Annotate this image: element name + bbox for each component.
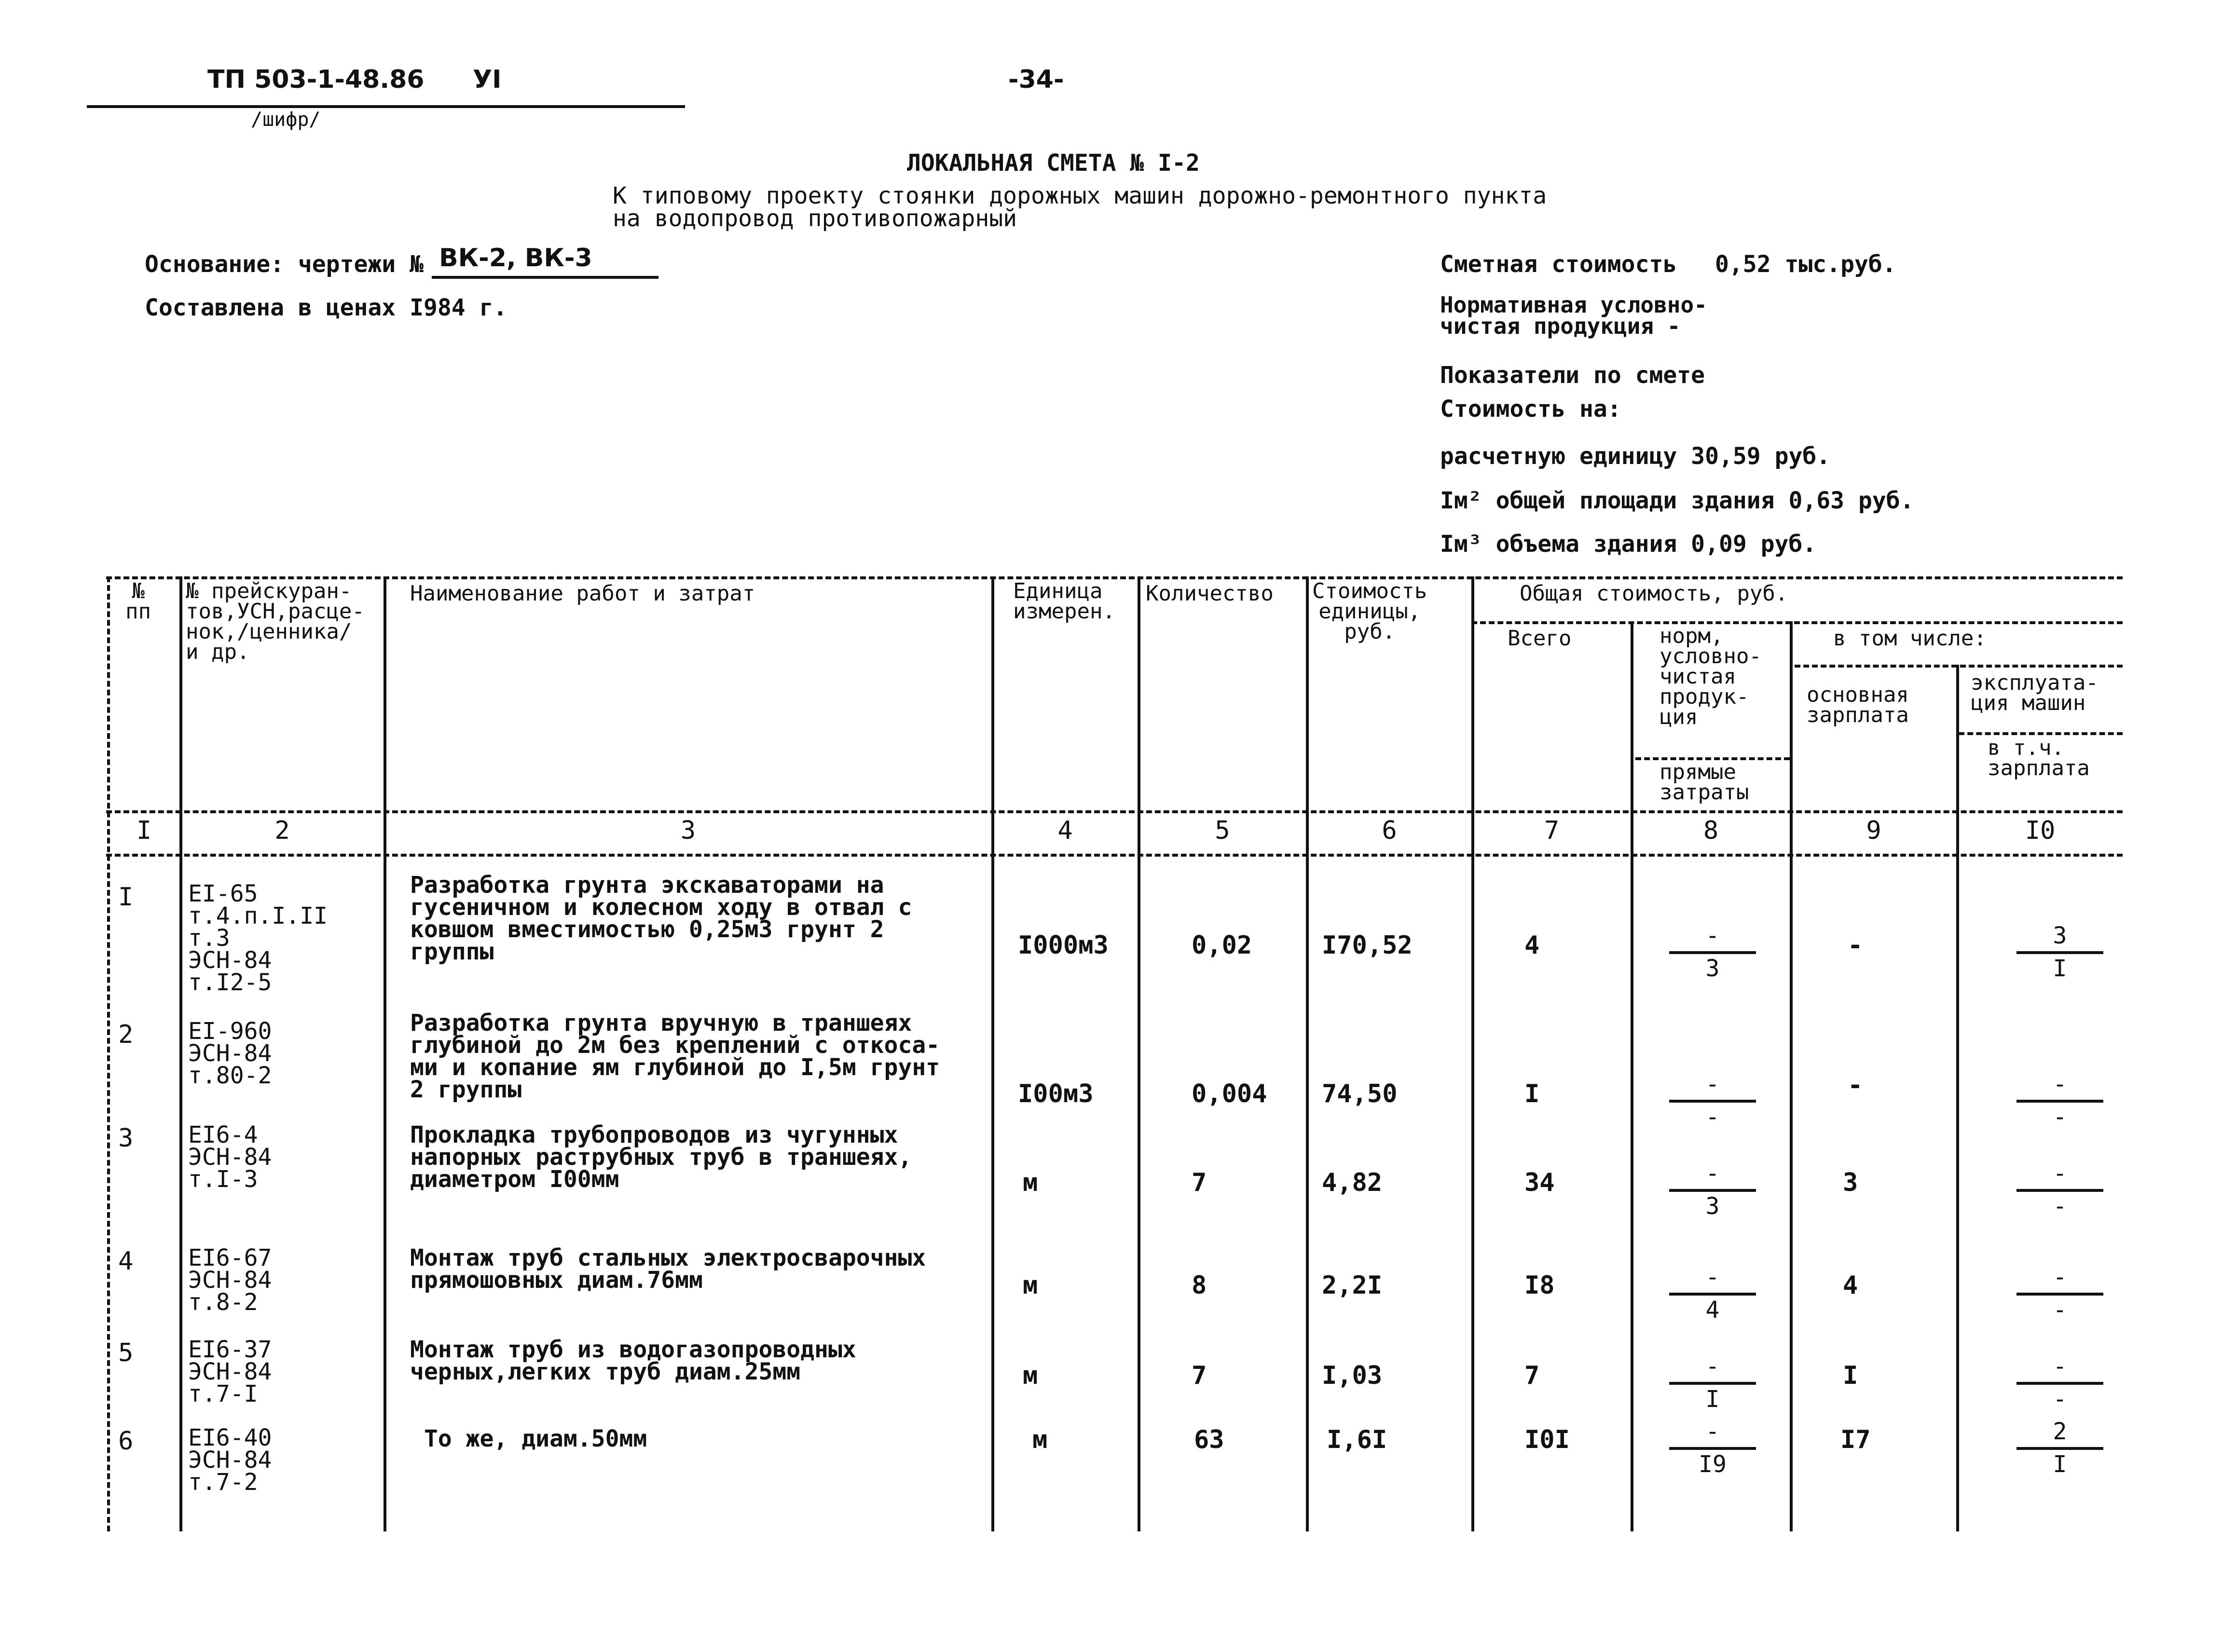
row5-price: I,03: [1322, 1361, 1383, 1390]
row6-name: То же, диам.50мм: [410, 1425, 647, 1452]
row5-name: Монтаж труб из водогазопроводных черных,легких труб диам.25мм: [410, 1336, 856, 1385]
row4-price: 2,2I: [1322, 1271, 1383, 1300]
col-border-6: [1471, 576, 1474, 1531]
col-border-5: [1306, 576, 1309, 1531]
col-border-3: [991, 576, 994, 1531]
row6-qty: 63: [1194, 1425, 1224, 1454]
normative-product: Нормативная условно- чистая продукция -: [1440, 292, 1707, 339]
header-machines: эксплуата- ция машин: [1971, 670, 2099, 715]
cost-per-volume: Iм³ объема здания 0,09 руб.: [1440, 531, 1817, 558]
row6-unit: м: [1032, 1425, 1048, 1454]
row2-unit: I00м3: [1018, 1079, 1094, 1108]
colnum-bottom-line: [106, 854, 2123, 857]
header-bottom-line: [106, 810, 2123, 813]
col-border-9: [1956, 665, 1959, 1531]
row5-qty: 7: [1192, 1361, 1207, 1390]
row3-total: 34: [1524, 1168, 1555, 1197]
row1-unit: I000м3: [1018, 931, 1109, 960]
row4-qty: 8: [1192, 1271, 1207, 1300]
album-number: УI: [473, 65, 502, 94]
row1-qty: 0,02: [1192, 931, 1252, 960]
header-unit: Единица измерен.: [1013, 579, 1115, 624]
estimate-subtitle-1: К типовому проекту стоянки дорожных машин дорожно-ремонтного пункта: [613, 182, 1547, 209]
row1-total: 4: [1524, 931, 1540, 960]
row4-num: 4: [118, 1247, 134, 1276]
row1-ref: EI-65 т.4.п.I.II т.3 ЭСН-84 т.I2-5: [188, 880, 328, 996]
basis-underline: [432, 276, 658, 279]
total-cost-header-line: [1471, 621, 2123, 624]
header-num: № пп: [125, 579, 151, 624]
row3-unit: м: [1023, 1168, 1038, 1197]
colnum-2: 2: [274, 816, 290, 845]
colnum-5: 5: [1215, 816, 1230, 845]
estimated-cost-label: Сметная стоимость: [1440, 251, 1677, 278]
row2-name: Разработка грунта вручную в траншеях глубиной до 2м без креплений с откоса- ми и копание ям глубиной до I,5м грунт 2 группы: [410, 1010, 940, 1103]
row3-qty: 7: [1192, 1168, 1207, 1197]
colnum-6: 6: [1382, 816, 1397, 845]
row2-num: 2: [118, 1020, 134, 1049]
row4-norm-fraction: - 4: [1669, 1264, 1756, 1336]
row2-price: 74,50: [1322, 1079, 1398, 1108]
row5-mach-fraction: - -: [2016, 1353, 2103, 1425]
header-underline: [87, 105, 685, 108]
row4-salary: 4: [1843, 1271, 1858, 1300]
header-direct: прямые затраты: [1660, 760, 1749, 805]
cost-per-area: Iм² общей площади здания 0,63 руб.: [1440, 487, 1914, 514]
project-code: ТП 503-1-48.86: [207, 65, 425, 94]
row6-norm-fraction: - I9: [1669, 1418, 1756, 1490]
row2-norm-fraction: - -: [1669, 1071, 1756, 1143]
header-name: Наименование работ и затрат: [410, 581, 755, 606]
header-norm: норм, условно- чистая продук- ция: [1660, 624, 1762, 729]
header-qty: Количество: [1146, 581, 1274, 606]
row5-total: 7: [1524, 1361, 1540, 1390]
prices-year: Составлена в ценах I984 г.: [145, 294, 507, 321]
colnum-3: 3: [680, 816, 696, 845]
header-machines-salary: в т.ч. зарплата: [1988, 736, 2090, 780]
row4-unit: м: [1023, 1271, 1038, 1300]
header-price-ref: № прейскуран- тов,УСН,расце- нок,/ценника/ и др.: [186, 579, 365, 664]
col-border-0: [107, 576, 110, 1531]
row1-name: Разработка грунта экскаваторами на гусеничном и колесном ходу в отвал с ковшом вместимостью 0,25м3 грунт 2 группы: [410, 872, 912, 965]
row3-price: 4,82: [1322, 1168, 1383, 1197]
row6-mach-fraction: 2 I: [2016, 1418, 2103, 1490]
basis-drawings: ВК-2, ВК-3: [439, 244, 592, 273]
row5-ref: EI6-37 ЭСН-84 т.7-I: [188, 1336, 272, 1407]
colnum-4: 4: [1057, 816, 1073, 845]
row3-name: Прокладка трубопроводов из чугунных напорных раструбных труб в траншеях, диаметром I00мм: [410, 1121, 912, 1193]
basis-label: Основание: чертежи №: [145, 251, 424, 278]
header-salary: основная зарплата: [1807, 683, 1909, 727]
col-border-4: [1138, 576, 1140, 1531]
row4-name: Монтаж труб стальных электросварочных прямошовных диам.76мм: [410, 1244, 926, 1294]
row4-ref: EI6-67 ЭСН-84 т.8-2: [188, 1244, 272, 1316]
indicators-label: Показатели по смете: [1440, 362, 1705, 389]
row2-qty: 0,004: [1192, 1079, 1267, 1108]
header-total-cost: Общая стоимость, руб.: [1520, 581, 1788, 606]
row4-total: I8: [1524, 1271, 1555, 1300]
row5-unit: м: [1023, 1361, 1038, 1390]
row3-ref: EI6-4 ЭСН-84 т.I-3: [188, 1121, 272, 1193]
estimate-subtitle-2: на водопровод противопожарный: [613, 205, 1017, 232]
row3-num: 3: [118, 1124, 134, 1153]
row3-salary: 3: [1843, 1168, 1858, 1197]
row6-num: 6: [118, 1427, 134, 1456]
colnum-8: 8: [1703, 816, 1719, 845]
row3-norm-fraction: - 3: [1669, 1160, 1756, 1232]
row1-price: I70,52: [1322, 931, 1413, 960]
row1-num: I: [118, 883, 134, 912]
row2-mach-fraction: - -: [2016, 1071, 2103, 1143]
row6-ref: EI6-40 ЭСН-84 т.7-2: [188, 1424, 272, 1496]
cost-per-label: Стоимость на:: [1440, 396, 1621, 423]
colnum-10: I0: [2025, 816, 2056, 845]
row2-salary: -: [1848, 1071, 1863, 1100]
colnum-1: I: [136, 816, 152, 845]
row3-mach-fraction: - -: [2016, 1160, 2103, 1232]
row5-norm-fraction: - I: [1669, 1353, 1756, 1425]
cipher-label: /шифр/: [251, 109, 321, 131]
row6-total: I0I: [1524, 1425, 1570, 1454]
row1-mach-fraction: 3 I: [2016, 922, 2103, 995]
col-border-8: [1790, 621, 1793, 1531]
cost-per-unit: расчетную единицу 30,59 руб.: [1440, 443, 1831, 470]
row2-ref: EI-960 ЭСН-84 т.80-2: [188, 1018, 272, 1089]
header-unit-cost: Стоимость единицы, руб.: [1312, 579, 1427, 644]
row1-norm-fraction: - 3: [1669, 922, 1756, 995]
row1-salary: -: [1848, 931, 1863, 960]
row2-total: I: [1524, 1079, 1540, 1108]
header-total: Всего: [1508, 626, 1572, 651]
colnum-9: 9: [1866, 816, 1881, 845]
row5-salary: I: [1843, 1361, 1858, 1390]
row6-price: I,6I: [1327, 1425, 1387, 1454]
colnum-7: 7: [1544, 816, 1560, 845]
col-border-7: [1631, 621, 1633, 1531]
machines-sub-line: [1959, 732, 2123, 735]
header-incl: в том числе:: [1833, 626, 1987, 651]
col-border-2: [384, 576, 386, 1531]
col-border-1: [179, 576, 182, 1531]
page-number: -34-: [1008, 65, 1064, 94]
estimate-title: ЛОКАЛЬНАЯ СМЕТА № I-2: [907, 150, 1200, 177]
row5-num: 5: [118, 1338, 134, 1367]
estimated-cost-value: 0,52 тыс.руб.: [1715, 251, 1896, 278]
table-top-line: [106, 576, 2123, 579]
row4-mach-fraction: - -: [2016, 1264, 2103, 1336]
row6-salary: I7: [1840, 1425, 1871, 1454]
